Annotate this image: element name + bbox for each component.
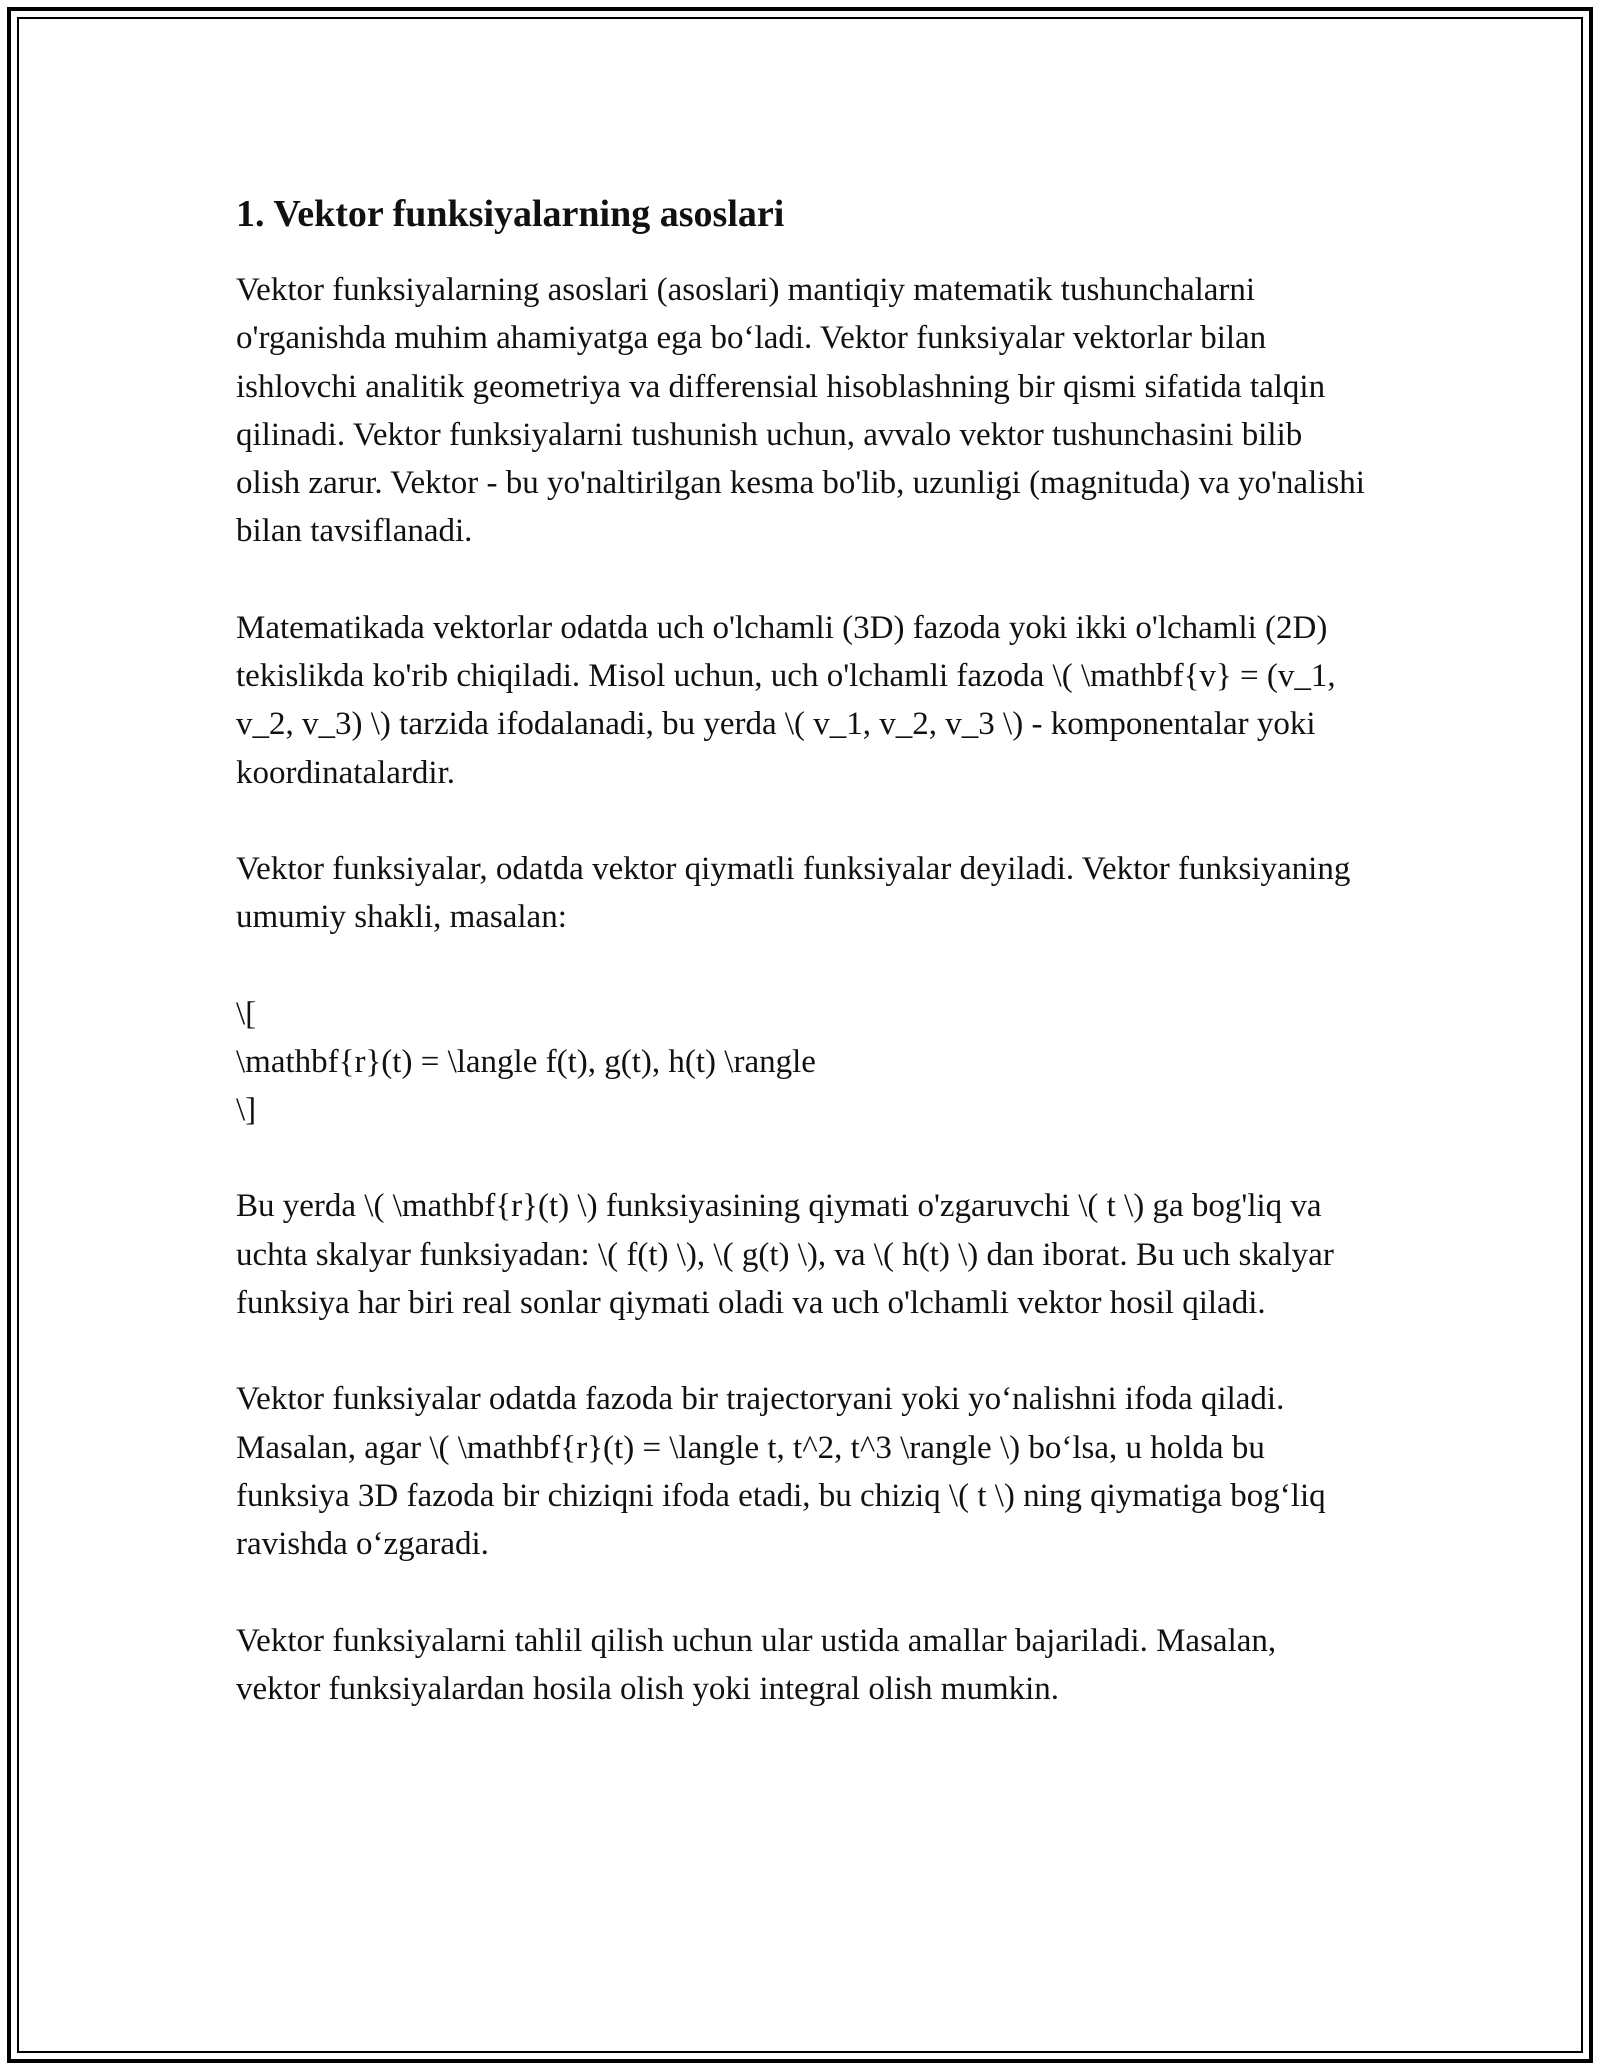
formula-body: \mathbf{r}(t) = \langle f(t), g(t), h(t) \rangle	[236, 1043, 816, 1080]
section-heading: 1. Vektor funksiyalarning asoslari	[236, 193, 785, 235]
paragraph-intro: Vektor funksiyalarning asoslari (asoslari) mantiqiy matematik tushunchalarni o'rganishda muhim ahamiyatga ega bo‘ladi. Vektor funksiyalar vektorlar bilan ishlovchi analitik geometriya va differensial hisoblashning bir qismi sifatida talqin qilinadi. Vektor funksiyalarni tushunish uchun, avvalo vektor tushunchasini bilib olish zarur. Vektor - bu yo'naltirilgan kesma bo'lib, uzunligi (magnituda) va yo'nalishi bilan tavsiflanadi.	[236, 272, 1365, 550]
formula-open: \[	[236, 995, 257, 1032]
paragraph-vector-valued: Vektor funksiyalar, odatda vektor qiymatli funksiyalar deyiladi. Vektor funksiyaning umumiy shakli, masalan:	[236, 850, 1351, 936]
document-body	[236, 188, 1366, 1761]
paragraph-dimensions: Matematikada vektorlar odatda uch o'lchamli (3D) fazoda yoki ikki o'lchamli (2D) tekislikda ko'rib chiqiladi. Misol uchun, uch o'lchamli fazoda \( \mathbf{v} = (v_1, v_2, v_3) \) tarzida ifodalanadi, bu yerda \( v_1, v_2, v_3 \) - komponentalar yoki koordinatalardir.	[236, 609, 1336, 791]
formula-close: \]	[236, 1092, 257, 1129]
paragraph-operations: Vektor funksiyalarni tahlil qilish uchun ular ustida amallar bajariladi. Masalan, vektor funksiyalardan hosila olish yoki integral olish mumkin.	[236, 1622, 1277, 1707]
paragraph-components: Bu yerda \( \mathbf{r}(t) \) funksiyasining qiymati o'zgaruvchi \( t \) ga bog'liq va uchta skalyar funksiyadan: \( f(t) \), \( g(t) \), va \( h(t) \) dan iborat. Bu uch skalyar funksiya har biri real sonlar qiymati oladi va uch o'lchamli vektor hosil qiladi.	[236, 1188, 1334, 1322]
paragraph-trajectory: Vektor funksiyalar odatda fazoda bir trajectoryani yoki yo‘nalishni ifoda qiladi. Masalan, agar \( \mathbf{r}(t) = \langle t, t^2, t^3 \rangle \) bo‘lsa, u holda bu funksiya 3D fazoda bir chiziqni ifoda etadi, bu chiziq \( t \) ning qiymatiga bog‘liq ravishda o‘zgaradi.	[236, 1381, 1326, 1563]
formula-block	[236, 990, 1366, 1135]
